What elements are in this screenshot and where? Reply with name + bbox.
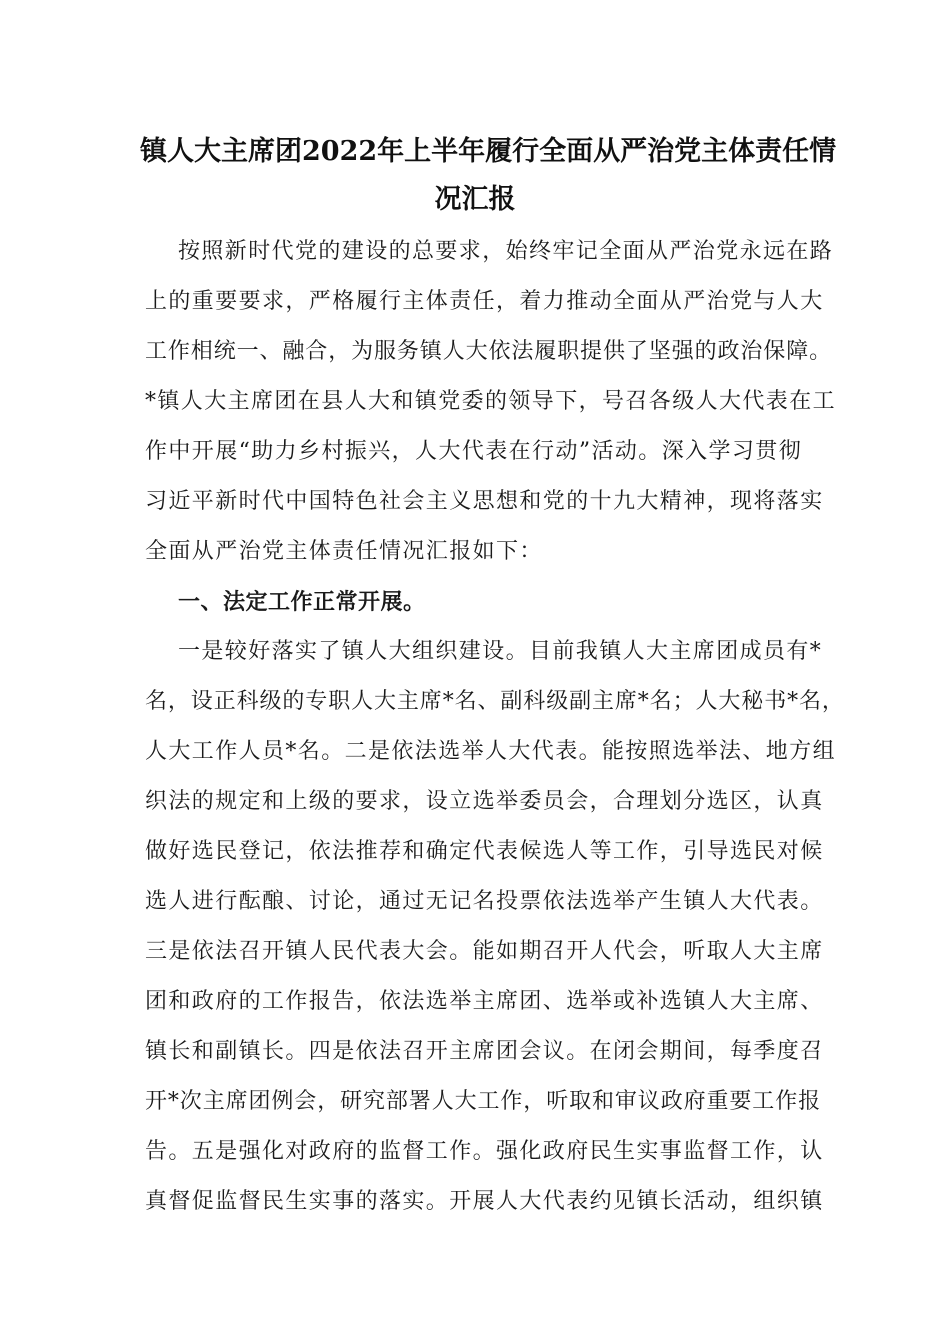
document-title-line-2: 况汇报 <box>434 184 516 215</box>
paragraph-line: 人大工作人员*名。二是依法选举人大代表。能按照选举法、地方组 <box>145 739 837 764</box>
document-title-line-1: 镇人大主席团2022年上半年履行全面从严治党主体责任情 <box>140 136 837 167</box>
paragraph-line: 开*次主席团例会，研究部署人大工作，听取和审议政府重要工作报 <box>145 1089 822 1114</box>
section-heading: 一、法定工作正常开展。 <box>178 589 426 615</box>
paragraph-line: 真督促监督民生实事的落实。开展人大代表约见镇长活动，组织镇 <box>145 1189 824 1214</box>
paragraph-line: 名，设正科级的专职人大主席*名、副科级副主席*名；人大秘书*名， <box>145 689 845 714</box>
paragraph-line: 按照新时代党的建设的总要求，始终牢记全面从严治党永远在路 <box>178 239 834 264</box>
paragraph-line: 镇长和副镇长。四是依法召开主席团会议。在闭会期间，每季度召 <box>145 1039 824 1064</box>
paragraph-line: 工作相统一、融合，为服务镇人大依法履职提供了坚强的政治保障。 <box>145 339 833 364</box>
paragraph-line: 上的重要要求，严格履行主体责任，着力推动全面从严治党与人大 <box>145 289 824 314</box>
paragraph-line: 团和政府的工作报告，依法选举主席团、选举或补选镇人大主席、 <box>145 989 824 1014</box>
paragraph-line: 习近平新时代中国特色社会主义思想和党的十九大精神，现将落实 <box>145 489 824 514</box>
paragraph-line: 选人进行酝酿、讨论，通过无记名投票依法选举产生镇人大代表。 <box>145 889 824 914</box>
paragraph-line: *镇人大主席团在县人大和镇党委的领导下，号召各级人大代表在工 <box>145 389 837 414</box>
paragraph-line: 三是依法召开镇人民代表大会。能如期召开人代会，听取人大主席 <box>145 939 824 964</box>
paragraph-line: 全面从严治党主体责任情况汇报如下： <box>145 539 543 564</box>
paragraph-line: 做好选民登记，依法推荐和确定代表候选人等工作，引导选民对候 <box>145 839 824 864</box>
paragraph-line: 告。五是强化对政府的监督工作。强化政府民生实事监督工作，认 <box>145 1139 824 1164</box>
paragraph-line: 一是较好落实了镇人大组织建设。目前我镇人大主席团成员有* <box>178 639 823 664</box>
paragraph-line: 作中开展“助力乡村振兴，人大代表在行动”活动。深入学习贯彻 <box>145 439 803 464</box>
paragraph-line: 织法的规定和上级的要求，设立选举委员会，合理划分选区，认真 <box>145 789 824 814</box>
